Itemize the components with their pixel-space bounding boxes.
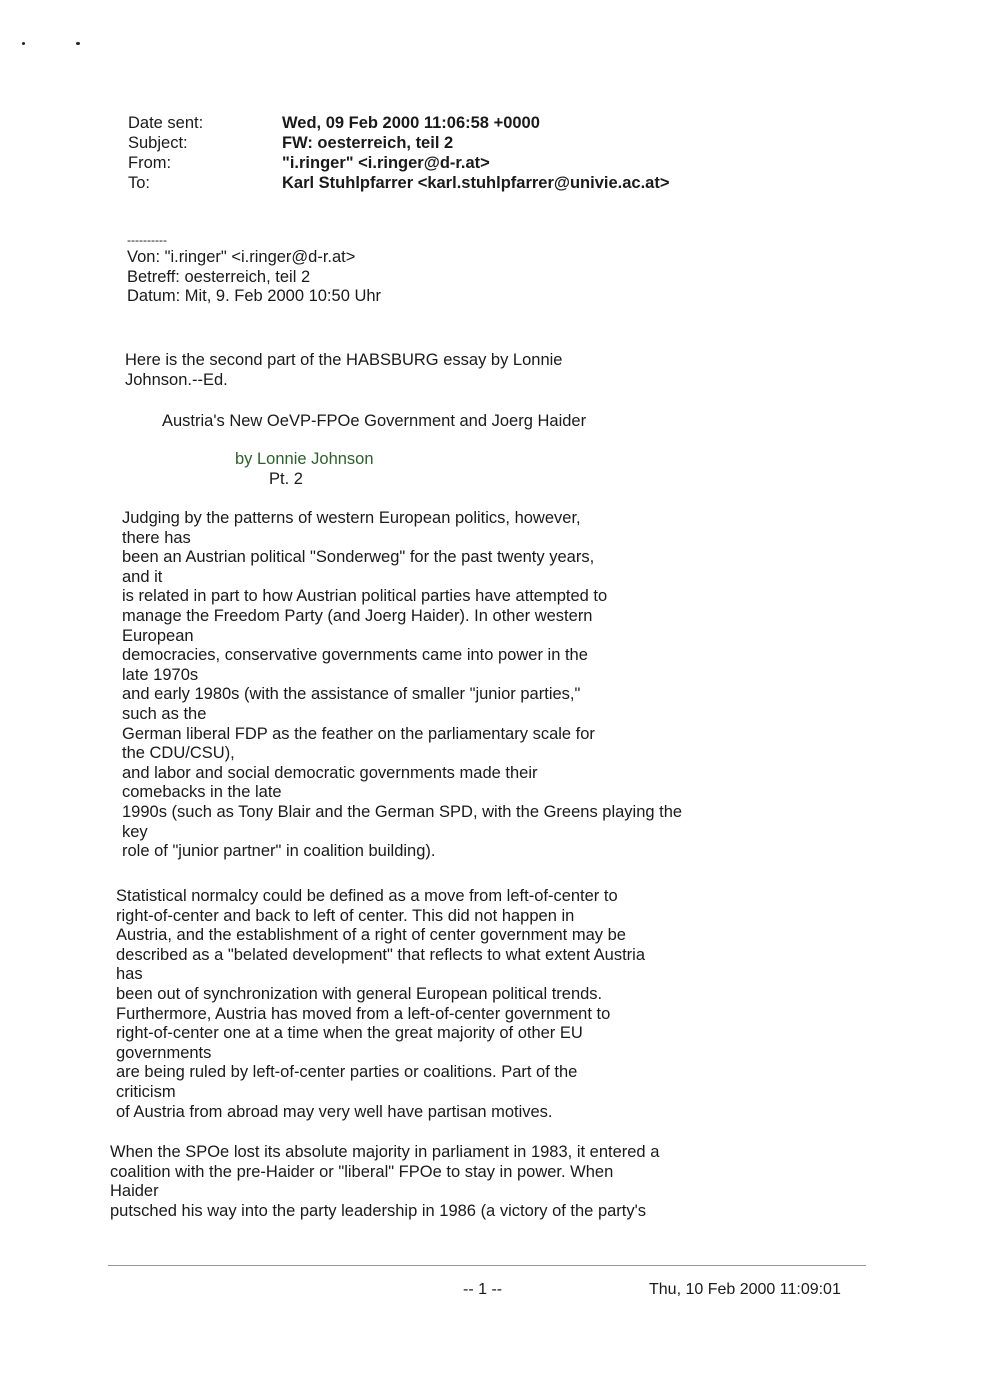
header-row-to xyxy=(128,173,669,193)
article-part: Pt. 2 xyxy=(269,470,303,488)
header-value: "i.ringer" <i.ringer@d-r.at> xyxy=(282,154,490,172)
paragraph-line: been out of synchronization with general European political trends. xyxy=(116,984,603,1003)
header-value: FW: oesterreich, teil 2 xyxy=(282,134,454,152)
header-row-from xyxy=(128,153,669,173)
paragraph-line: the CDU/CSU), xyxy=(122,744,235,763)
paragraph-line: of Austria from abroad may very well have partisan motives. xyxy=(116,1102,553,1121)
header-label: From: xyxy=(128,154,172,172)
paragraph-line: European xyxy=(122,626,194,645)
paragraph-line: 1990s (such as Tony Blair and the German SPD, with the Greens playing the xyxy=(122,802,683,821)
paragraph-line: When the SPOe lost its absolute majority in parliament in 1983, it entered a xyxy=(110,1143,660,1161)
paragraph-line: there has xyxy=(122,528,191,547)
paragraph-line: and labor and social democratic governments made their xyxy=(122,763,538,782)
article-title: Austria's New OeVP-FPOe Government and Joerg Haider xyxy=(162,412,587,430)
scan-speck xyxy=(76,42,80,45)
paragraph-line: and early 1980s (with the assistance of smaller "junior parties," xyxy=(122,685,581,704)
header-row-date xyxy=(128,113,669,133)
paragraph-line: has xyxy=(116,965,143,984)
paragraph-line: German liberal FDP as the feather on the parliamentary scale for xyxy=(122,724,595,743)
scan-speck xyxy=(22,42,25,45)
paragraph-line: putsched his way into the party leadership in 1986 (a victory of the party's xyxy=(110,1201,647,1220)
paragraph-line: right-of-center and back to left of center. This did not happen in xyxy=(116,906,575,925)
print-timestamp: Thu, 10 Feb 2000 11:09:01 xyxy=(649,1281,841,1298)
paragraph xyxy=(110,1143,659,1221)
paragraph-line: role of "junior partner" in coalition building). xyxy=(122,842,436,861)
paragraph-line: Furthermore, Austria has moved from a left-of-center government to xyxy=(116,1004,611,1023)
forward-datum: Datum: Mit, 9. Feb 2000 10:50 Uhr xyxy=(127,287,382,306)
forward-block xyxy=(127,232,381,307)
paragraph-line: is related in part to how Austrian political parties have attempted to xyxy=(122,587,608,606)
forward-von: Von: "i.ringer" <i.ringer@d-r.at> xyxy=(127,248,356,266)
header-label: Subject: xyxy=(128,134,188,152)
paragraph-line: described as a "belated development" that reflects to what extent Austria xyxy=(116,945,646,964)
email-header xyxy=(128,113,669,193)
paragraph-line: comebacks in the late xyxy=(122,783,282,802)
paragraph-line: governments xyxy=(116,1043,212,1062)
header-label: To: xyxy=(128,174,151,192)
paragraph-line: Haider xyxy=(110,1182,159,1201)
paragraph-line: such as the xyxy=(122,704,207,723)
intro-text xyxy=(125,351,562,390)
paragraph-line: criticism xyxy=(116,1082,176,1101)
page-number: -- 1 -- xyxy=(463,1281,503,1298)
paragraph xyxy=(122,509,682,862)
paragraph-line: and it xyxy=(122,567,163,586)
header-value: Karl Stuhlpfarrer <karl.stuhlpfarrer@univie.ac.at> xyxy=(282,174,670,192)
header-label: Date sent: xyxy=(128,114,204,132)
paragraph-line: Judging by the patterns of western European politics, however, xyxy=(122,509,581,527)
footer-divider xyxy=(108,1265,866,1266)
forward-betreff: Betreff: oesterreich, teil 2 xyxy=(127,267,311,286)
article-byline: by Lonnie Johnson xyxy=(235,450,374,468)
paragraph-line: are being ruled by left-of-center parties or coalitions. Part of the xyxy=(116,1063,578,1082)
paragraph-line: manage the Freedom Party (and Joerg Haider). In other western xyxy=(122,606,593,625)
intro-line: Here is the second part of the HABSBURG essay by Lonnie xyxy=(125,351,563,369)
paragraph-line: Austria, and the establishment of a right of center government may be xyxy=(116,926,626,945)
paragraph-line: coalition with the pre-Haider or "liberal" FPOe to stay in power. When xyxy=(110,1162,614,1181)
header-value: Wed, 09 Feb 2000 11:06:58 +0000 xyxy=(282,114,540,132)
paragraph-line: right-of-center one at a time when the great majority of other EU xyxy=(116,1024,583,1043)
forward-separator: ---------- xyxy=(127,233,167,247)
paragraph xyxy=(116,887,645,1122)
intro-line: Johnson.--Ed. xyxy=(125,370,228,389)
paragraph-line: key xyxy=(122,822,148,841)
paragraph-line: democracies, conservative governments came into power in the xyxy=(122,646,588,665)
paragraph-line: late 1970s xyxy=(122,665,199,684)
paragraph-line: Statistical normalcy could be defined as a move from left-of-center to xyxy=(116,887,618,905)
paragraph-line: been an Austrian political "Sonderweg" for the past twenty years, xyxy=(122,548,595,567)
header-row-subject xyxy=(128,133,669,153)
